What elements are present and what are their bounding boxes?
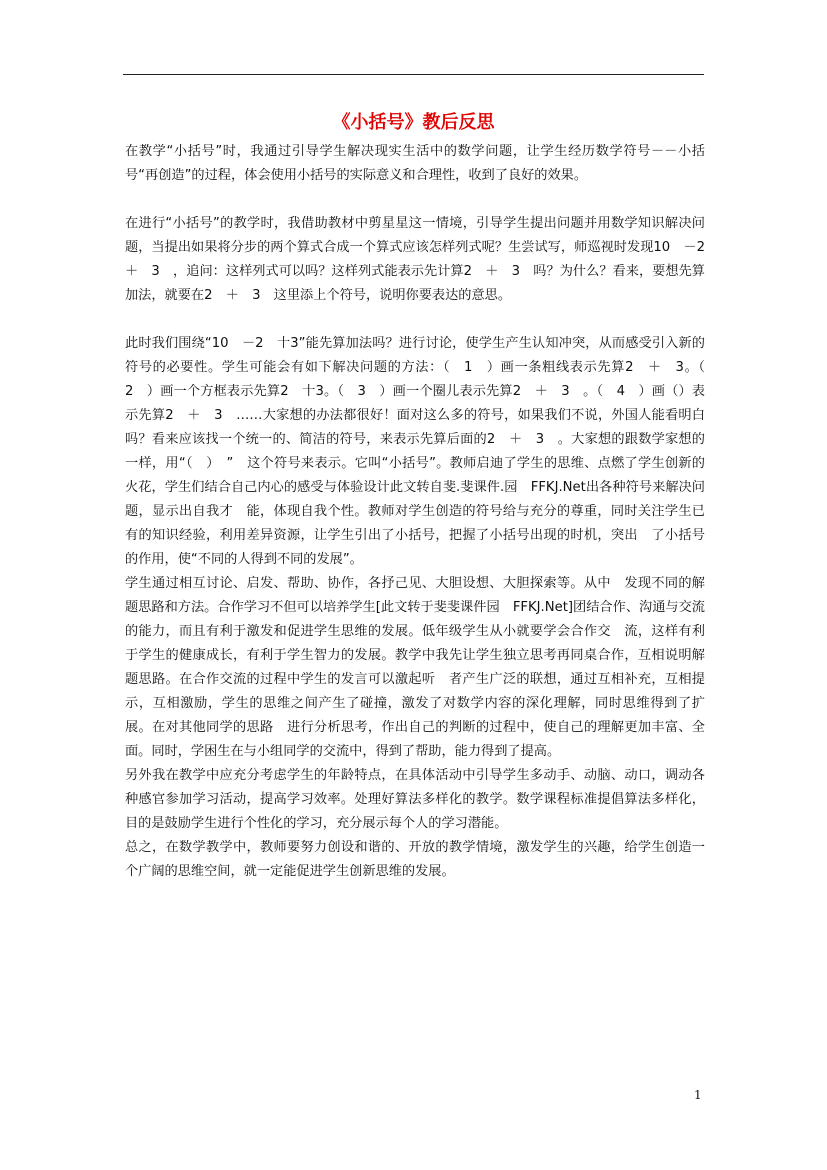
paragraph-cooperation: 学生通过相互讨论、启发、帮助、协作，各抒己见、大胆设想、大胆探索等。从中 发现不同的解题思路和方法。合作学习不但可以培养学生[此文转于斐斐课件园 FFKJ.Net]团结合作、沟通与交流的能力，而且有利于激发和促进学生思维的发展。低年级学生从小就要学会合作交 流，这样有利于学生的健康成长，有利于学生智力的发展。教学中我先让学生独立思考再同桌合作，互相说明解题思路。在合作交流的过程中学生的发言可以激起听 者产生广泛的联想，通过互相补充，互相提示，互相激励，学生的思维之间产生了碰撞，激发了对数学内容的深化理解，同时思维得到了扩展。在对其他同学的思路 进行分析思考，作出自己的判断的过程中，使自己的理解更加丰富、全面。同时，学困生在与小组同学的交流中，得到了帮助，能力得到了提高。 [125,576,705,759]
page-number: 1 [694,1088,702,1102]
document-body [125,140,719,884]
document-title: 《小括号》教后反思 [332,112,495,133]
paragraph-intro: 在教学“小括号”时，我通过引导学生解决现实生活中的数学问题，让学生经历数学符号－－小括号“再创造”的过程，体会使用小括号的实际意义和合理性，收到了良好的效果。 [125,144,705,183]
paragraph-conclusion: 总之，在数学教学中，教师要努力创设和谐的、开放的教学情境，激发学生的兴趣，给学生创造一个广阔的思维空间，就一定能促进学生创新思维的发展。 [125,840,705,879]
paragraph-age-features: 另外我在教学中应充分考虑学生的年龄特点，在具体活动中引导学生多动手、动脑、动口，调动各种感官参加学习活动，提高学习效率。处理好算法多样化的教学。数学课程标准提倡算法多样化，目的是鼓励学生进行个性化的学习，充分展示每个人的学习潜能。 [125,768,705,831]
paragraph-discussion: 此时我们围绕“10 －2 十3”能先算加法吗？进行讨论，使学生产生认知冲突，从而感受引入新的符号的必要性。学生可能会有如下解决问题的方法：（ 1 ）画一条粗线表示先算2 ＋ 3。（ 2 ）画一个方框表示先算2 十3。（ 3 ）画一个圈儿表示先算2 ＋ 3 。（ 4 ）画（）表示先算2 ＋ 3 ……大家想的办法都很好！面对这么多的符号，如果我们不说，外国人能看明白吗？看来应该找一个统一的、简洁的符号，来表示先算后面的2 ＋ 3 。大家想的跟数学家想的一样，用“（ ） ” 这个符号来表示。它叫“小括号”。教师启迪了学生的思维、点燃了学生创新的火花，学生们结合自己内心的感受与体验设计此文转自斐.斐课件.园 FFKJ.Net出各种符号来解决问题，显示出自我才 能，体现自我个性。教师对学生创造的符号给与充分的尊重，同时关注学生已有的知识经验，利用差异资源，让学生引出了小括号，把握了小括号出现的时机，突出 了小括号的作用，使“不同的人得到不同的发展”。 [125,336,719,567]
header-rule [123,74,704,75]
paragraph-situation: 在进行“小括号”的教学时，我借助教材中剪星星这一情境，引导学生提出问题并用数学知识解决问题，当提出如果将分步的两个算式合成一个算式应该怎样列式呢？生尝试写，师巡视时发现10 －2 ＋ 3 ，追问：这样列式可以吗？这样列式能表示先计算2 ＋ 3 吗？为什么？看来，要想先算加法，就要在2 ＋ 3 这里添上个符号，说明你要表达的意思。 [125,216,719,303]
